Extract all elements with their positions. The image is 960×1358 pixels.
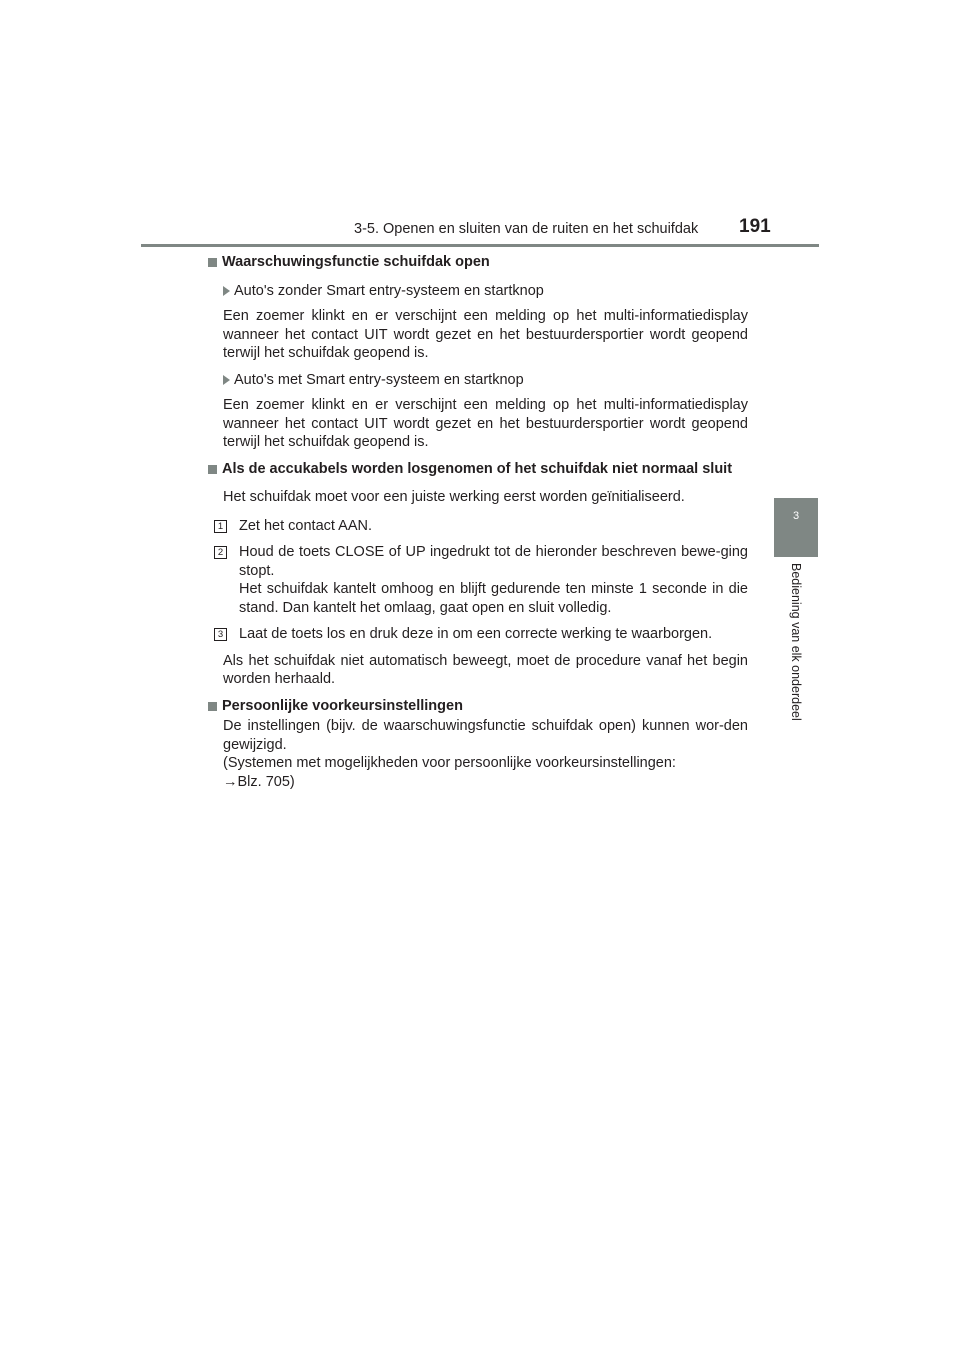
square-bullet-icon xyxy=(208,258,217,267)
step-text: Zet het contact AAN. xyxy=(239,517,372,534)
step-item xyxy=(208,543,748,617)
page-content xyxy=(208,253,748,799)
triangle-bullet-icon xyxy=(223,286,230,296)
header-rule xyxy=(141,244,819,247)
section-heading: Persoonlijke voorkeursinstellingen xyxy=(208,697,748,716)
square-bullet-icon xyxy=(208,465,217,474)
step-number-badge: 1 xyxy=(214,520,227,533)
section-heading: Waarschuwingsfunctie schuifdak open xyxy=(208,253,748,272)
body-paragraph: Een zoemer klinkt en er verschijnt een melding op het multi-informatiedisplay wanneer het contact UIT wordt gezet en het bestuurdersportier wordt geopend terwijl het schuifdak geopend is. xyxy=(223,308,748,361)
body-paragraph: Een zoemer klinkt en er verschijnt een melding op het multi-informatiedisplay wanneer het contact UIT wordt gezet en het bestuurdersportier wordt geopend terwijl het schuifdak geopend is. xyxy=(223,397,748,450)
step-number-badge: 2 xyxy=(214,546,227,559)
step-number-badge: 3 xyxy=(214,628,227,641)
step-text: Houd de toets CLOSE of UP ingedrukt tot de hieronder beschreven bewe-ging stopt. Het schuifdak kantelt omhoog en blijft gedurende ten minste 1 seconde in die stand. Dan kantelt het omlaag, gaat open en sluit volledig. xyxy=(239,544,748,616)
step-text: Laat de toets los en druk deze in om een correcte werking te waarborgen. xyxy=(239,626,713,642)
condition-label: Auto's met Smart entry-systeem en startknop xyxy=(208,371,748,390)
body-paragraph: Als het schuifdak niet automatisch beweegt, moet de procedure vanaf het begin worden herhaald. xyxy=(223,652,748,687)
triangle-bullet-icon xyxy=(223,375,230,385)
section-heading: Als de accukabels worden losgenomen of het schuifdak niet normaal sluit xyxy=(208,460,748,479)
step-item xyxy=(208,625,748,644)
body-paragraph: De instellingen (bijv. de waarschuwingsfunctie schuifdak open) kunnen wor-den gewijzigd. (Systemen met mogelijkheden voor persoonlijke voorkeursinstellingen: →Blz. 705) xyxy=(223,718,748,790)
body-paragraph: Het schuifdak moet voor een juiste werking eerst worden geïnitialiseerd. xyxy=(223,489,685,505)
chapter-tab xyxy=(774,498,818,557)
step-item xyxy=(208,517,748,536)
chapter-label: Bediening van elk onderdeel xyxy=(789,563,803,721)
header-title: 3-5. Openen en sluiten van de ruiten en het schuifdak xyxy=(354,221,699,237)
condition-label: Auto's zonder Smart entry-systeem en startknop xyxy=(208,282,748,301)
page-number: 191 xyxy=(739,216,771,237)
square-bullet-icon xyxy=(208,702,217,711)
page-reference: →Blz. 705) xyxy=(223,773,295,790)
chapter-number: 3 xyxy=(792,510,800,522)
